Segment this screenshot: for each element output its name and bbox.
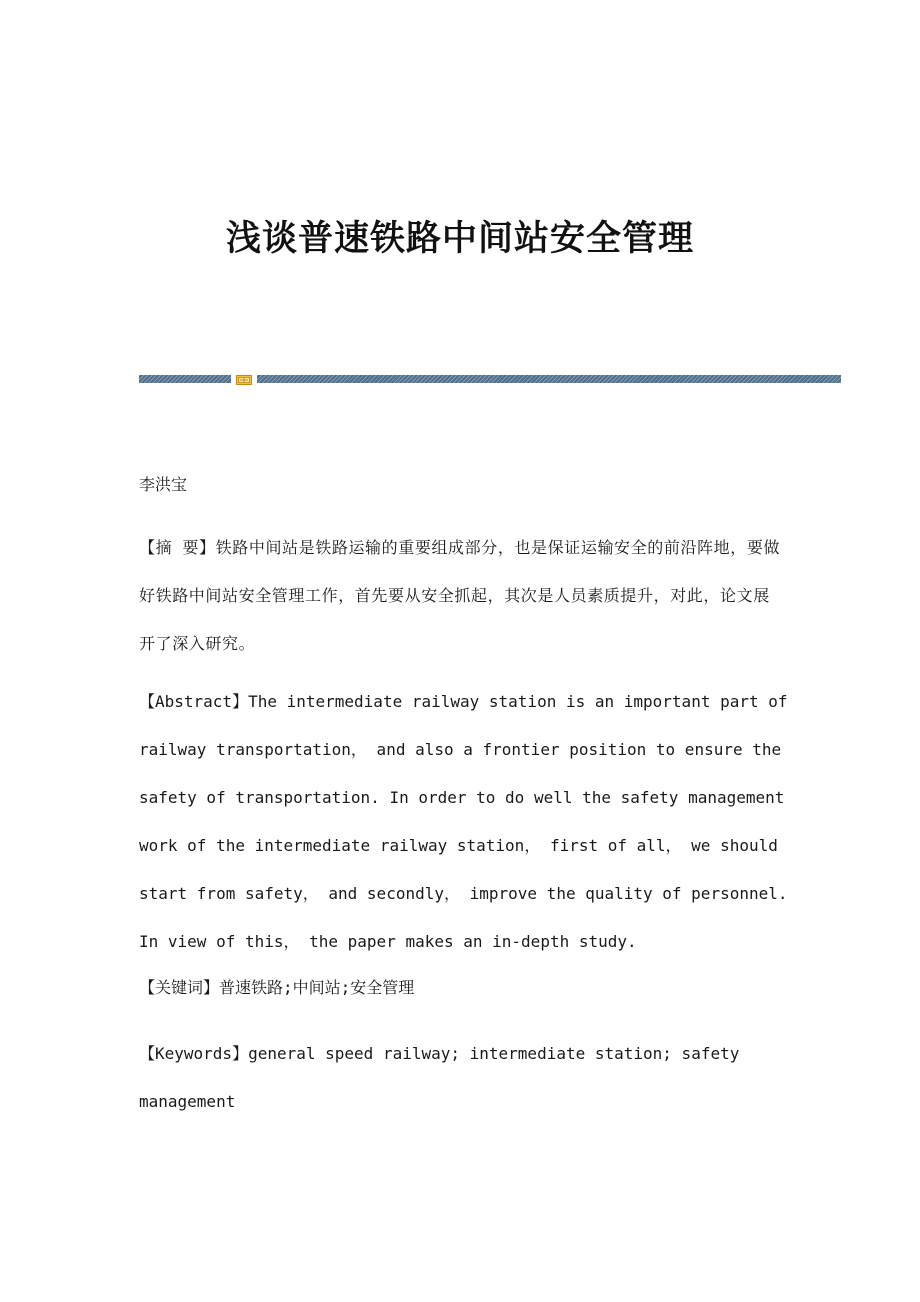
keywords-en-text: general speed railway; intermediate station; safety management [139, 1044, 740, 1111]
abstract-chinese [139, 524, 785, 668]
abstract-en-text: The intermediate railway station is an important part of railway transportation， and also a frontier position to ensure the safety of transportation. In order to do well the safety management work of the intermediate railway station， first of all， we should start from safety， and secondly， improve the quality of personnel. In view of this， the paper makes an in-depth study. [139, 692, 788, 951]
keywords-english [139, 1030, 789, 1126]
abstract-cn-text: 铁路中间站是铁路运输的重要组成部分，也是保证运输安全的前沿阵地，要做好铁路中间站安全管理工作，首先要从安全抓起，其次是人员素质提升，对此，论文展开了深入研究。 [139, 538, 781, 653]
title-divider [139, 372, 841, 386]
keywords-chinese [139, 974, 789, 1002]
decorative-emblem-icon [236, 372, 252, 386]
abstract-cn-label: 【摘 要】 [139, 538, 216, 557]
divider-bar-right [257, 375, 841, 383]
keywords-cn-label: 【关键词】 [139, 978, 220, 997]
divider-bar-left [139, 375, 231, 383]
paper-title: 浅谈普速铁路中间站安全管理 [225, 218, 694, 259]
keywords-cn-text: 普速铁路;中间站;安全管理 [219, 978, 415, 997]
author-name: 李洪宝 [139, 475, 188, 494]
keywords-en-label: 【Keywords】 [139, 1044, 249, 1063]
abstract-english [139, 678, 789, 966]
abstract-en-label: 【Abstract】 [139, 692, 249, 711]
